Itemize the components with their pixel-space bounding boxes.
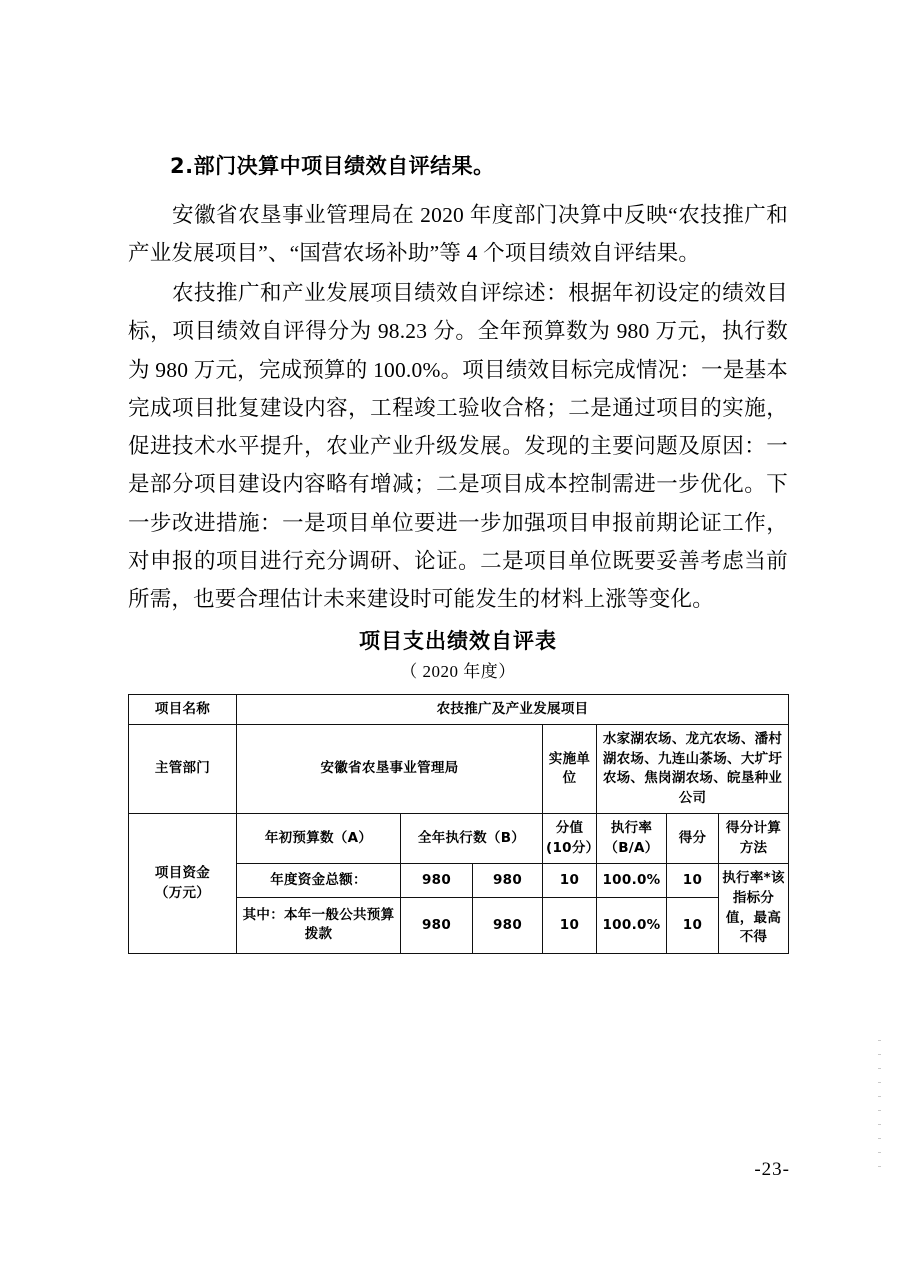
cell-header-budget-a: 年初预算数（A）	[237, 814, 401, 864]
table-row	[129, 694, 789, 725]
table-row	[129, 725, 789, 814]
cell-row0-exec-rate: 100.0%	[597, 864, 667, 898]
cell-row0-label: 年度资金总额：	[237, 864, 401, 898]
cell-header-exec-rate: 执行率（B/A）	[597, 814, 667, 864]
cell-row1-score-value: 10	[543, 898, 597, 953]
page-number: -23-	[754, 1159, 790, 1180]
cell-row0-exec-b: 980	[473, 864, 543, 898]
cell-row0-budget-a: 980	[401, 864, 473, 898]
cell-row1-label: 其中：本年一般公共预算拨款	[237, 898, 401, 953]
cell-unit-label: 实施单位	[543, 725, 597, 814]
section-heading: 2.部门决算中项目绩效自评结果。	[170, 154, 495, 178]
cell-header-score-value: 分值(10分）	[543, 814, 597, 864]
cell-score-method: 执行率*该指标分值，最高不得	[719, 864, 789, 953]
cell-dept-value: 安徽省农垦事业管理局	[237, 725, 543, 814]
cell-row1-score: 10	[667, 898, 719, 953]
cell-header-method: 得分计算方法	[719, 814, 789, 864]
cell-header-exec-b: 全年执行数（B）	[401, 814, 543, 864]
table-row	[129, 814, 789, 864]
cell-row1-exec-b: 980	[473, 898, 543, 953]
cell-row0-score-value: 10	[543, 864, 597, 898]
cell-header-score: 得分	[667, 814, 719, 864]
cell-row1-budget-a: 980	[401, 898, 473, 953]
scan-edge-marks	[878, 1040, 884, 1200]
table-subtitle: （ 2020 年度）	[400, 661, 516, 681]
paragraph-1: 安徽省农垦事业管理局在 2020 年度部门决算中反映“农技推广和产业发展项目”、“国营农场补助”等 4 个项目绩效自评结果。	[128, 202, 788, 265]
table-title: 项目支出绩效自评表	[359, 628, 557, 653]
performance-table	[128, 694, 789, 954]
cell-funds-label: 项目资金 （万元）	[129, 814, 237, 953]
cell-project-name-value: 农技推广及产业发展项目	[237, 694, 789, 725]
cell-dept-label: 主管部门	[129, 725, 237, 814]
cell-project-name-label: 项目名称	[129, 694, 237, 725]
cell-unit-value: 水家湖农场、龙亢农场、潘村湖农场、九连山茶场、大圹圩农场、焦岗湖农场、皖垦种业公司	[597, 725, 789, 814]
cell-row1-exec-rate: 100.0%	[597, 898, 667, 953]
paragraph-2: 农技推广和产业发展项目绩效自评综述：根据年初设定的绩效目标，项目绩效自评得分为 98.23 分。全年预算数为 980 万元，执行数为 980 万元，完成预算的 100.0%。项目绩效目标完成情况：一是基本完成项目批复建设内容，工程竣工验收合格；二是通过项目的实施，促进技术水平提升，农业产业升级发展。发现的主要问题及原因：一是部分项目建设内容略有增减；二是项目成本控制需进一步优化。下一步改进措施：一是项目单位要进一步加强项目申报前期论证工作，对申报的项目进行充分调研、论证。二是项目单位既要妥善考虑当前所需，也要合理估计未来建设时可能发生的材料上涨等变化。	[128, 281, 788, 612]
cell-row0-score: 10	[667, 864, 719, 898]
